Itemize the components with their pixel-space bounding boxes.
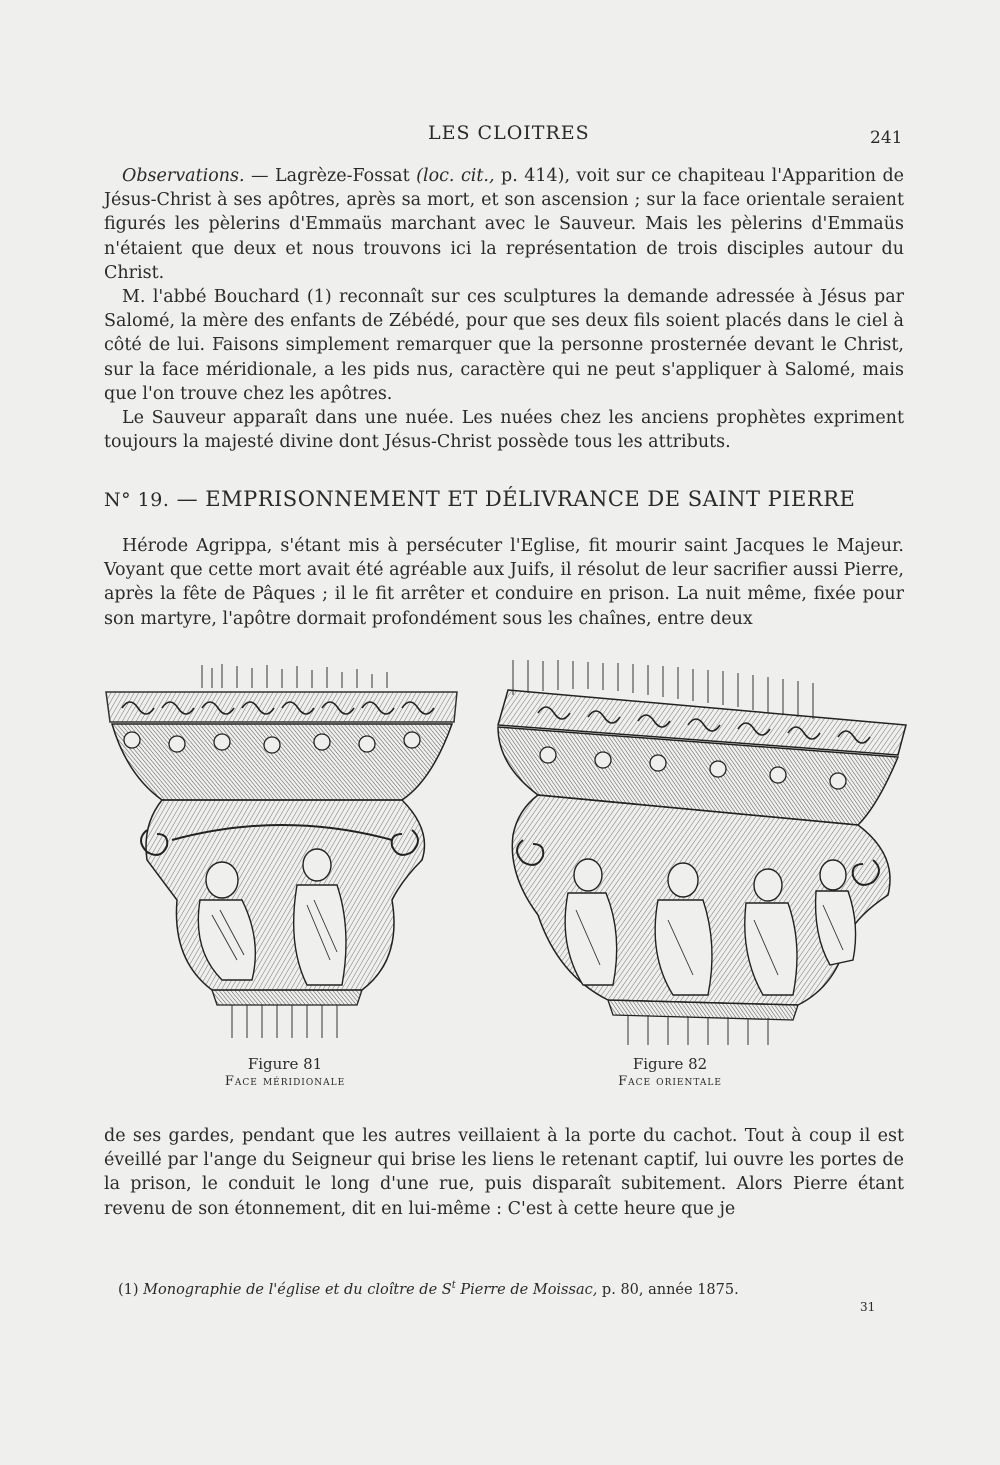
herode-paragraph: Hérode Agrippa, s'étant mis à persécuter l'Eglise, fit mourir saint Jacques le Majeur. Voyant que cette mort avait été agréable aux Juifs, il résolut de leur sacrifier aussi Pierre, après la fête de Pâques ; il le fit arrêter et conduire en prison. La nuit même, fixée pour son martyre, l'apôtre dormait profondément sous les chaînes, entre deux	[104, 536, 904, 629]
bouchard-paragraph: M. l'abbé Bouchard (1) reconnaît sur ces sculptures la demande adressée à Jésus par Salomé, la mère des enfants de Zébédé, pour que ses deux fils soient placés dans le ciel à côté de lui. Faisons simplement remarquer que la personne prosternée devant le Christ, sur la face méridionale, a les pids nus, caractère qui ne peut s'appliquer à Salomé, mais que l'on trouve chez les apôtres.	[104, 287, 904, 404]
footnote-rest: p. 80, année 1875.	[597, 1281, 739, 1298]
sauveur-paragraph: Le Sauveur apparaît dans une nuée. Les nuées chez les anciens prophètes expriment toujours la majesté divine dont Jésus-Christ possède tous les attributs.	[104, 408, 904, 453]
figure-81-title: Figure 81	[247, 1055, 323, 1073]
figure-81-caption	[190, 1055, 380, 1091]
running-title: LES CLOITRES	[428, 122, 590, 144]
figure-82-caption	[575, 1055, 765, 1091]
observations-block	[104, 164, 904, 454]
footnote-marker: (1)	[118, 1281, 144, 1298]
figure-82-title: Figure 82	[632, 1055, 708, 1073]
observations-paragraph	[104, 164, 904, 285]
loc-cit: (loc. cit.,	[416, 166, 495, 186]
signature-mark: 31	[860, 1300, 876, 1314]
footnote-sup: t	[451, 1280, 456, 1291]
footnote-title: Monographie de l'église et du cloître de S	[143, 1281, 452, 1298]
footnote-title-2: Pierre de Moissac,	[455, 1281, 598, 1298]
section-title: — EMPRISONNEMENT ET DÉLIVRANCE DE SAINT PIERRE	[169, 487, 856, 511]
gardes-paragraph: de ses gardes, pendant que les autres veillaient à la porte du cachot. Tout à coup il est éveillé par l'ange du Seigneur qui brise les liens le retenant captif, lui ouvre les portes de la prison, le conduit le long d'une rue, puis disparaît subitement. Alors Pierre étant revenu de son étonnement, dit en lui-même : C'est à cette heure que je	[104, 1126, 904, 1219]
section-number: N° 19.	[104, 489, 170, 511]
figure-81-subtitle: Face méridionale	[224, 1074, 346, 1089]
text-span: — Lagrèze-Fossat	[244, 166, 417, 186]
herode-block	[104, 534, 904, 631]
figure-81-drawing	[102, 660, 460, 1040]
figure-82-subtitle: Face orientale	[618, 1074, 722, 1089]
observations-label: Observations.	[122, 166, 245, 186]
page-number: 241	[870, 128, 903, 148]
text-span: p. 414), voit sur ce chapiteau l'Apparition de Jésus-Christ à ses apôtres, après sa mort, et son ascension ; sur la face orientale seraient figurés les pèlerins d'Emmaüs marchant avec le Sauveur. Mais les pèlerins d'Emmaüs n'étaient que deux et nous trouvons ici la représentation de trois disciples autour du Christ.	[104, 166, 905, 283]
section-heading	[104, 487, 904, 511]
gardes-block	[104, 1124, 904, 1221]
footnote	[118, 1280, 878, 1298]
figure-82-drawing	[478, 655, 914, 1047]
